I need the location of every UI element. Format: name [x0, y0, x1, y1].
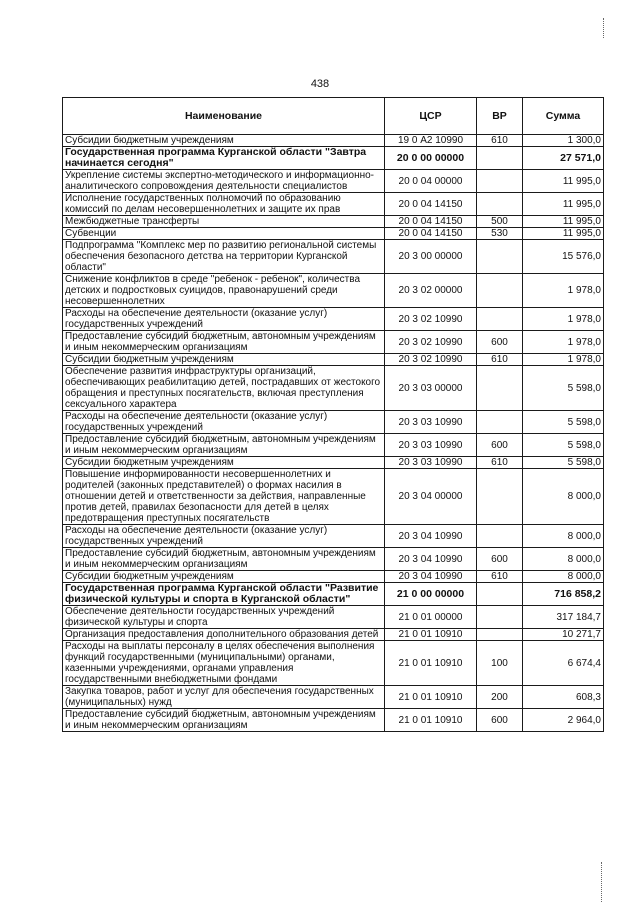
cell-csr: 21 0 01 10910 — [385, 709, 477, 732]
cell-csr: 20 0 04 00000 — [385, 170, 477, 193]
cell-csr: 21 0 01 10910 — [385, 629, 477, 641]
header-sum: Сумма — [523, 98, 604, 135]
table-row — [63, 240, 604, 274]
cell-sum: 5 598,0 — [523, 434, 604, 457]
cell-vr: 100 — [477, 641, 523, 686]
cell-csr: 20 0 04 14150 — [385, 193, 477, 216]
cell-csr: 21 0 01 10910 — [385, 641, 477, 686]
table-row — [63, 366, 604, 411]
cell-vr — [477, 274, 523, 308]
cell-csr: 20 3 04 10990 — [385, 548, 477, 571]
cell-name: Государственная программа Курганской области "Завтра начинается сегодня" — [63, 147, 385, 170]
cell-sum: 11 995,0 — [523, 228, 604, 240]
cell-sum: 8 000,0 — [523, 571, 604, 583]
cell-name: Предоставление субсидий бюджетным, автономным учреждениям и иным некоммерческим организациям — [63, 434, 385, 457]
cell-csr: 20 3 02 10990 — [385, 331, 477, 354]
cell-csr: 20 3 04 00000 — [385, 469, 477, 525]
cell-sum: 8 000,0 — [523, 548, 604, 571]
cell-name: Исполнение государственных полномочий по образованию комиссий по делам несовершеннолетних и защите их прав — [63, 193, 385, 216]
scan-edge-mark — [603, 18, 605, 38]
scan-edge-mark — [601, 862, 603, 902]
cell-name: Подпрограмма "Комплекс мер по развитию региональной системы обеспечения безопасного детства на территории Курганской области" — [63, 240, 385, 274]
cell-csr: 20 3 03 10990 — [385, 457, 477, 469]
cell-csr: 20 3 02 00000 — [385, 274, 477, 308]
cell-name: Снижение конфликтов в среде "ребенок - ребенок", количества детских и подростковых суицидов, правонарушений среди несовершеннолетних — [63, 274, 385, 308]
cell-name: Повышение информированности несовершеннолетних и родителей (законных представителей) о формах насилия в отношении детей и ответственности за действия, направленные против детей, правилах безопасности для детей в целях предотвращения преступных посягательств — [63, 469, 385, 525]
cell-csr: 21 0 01 10910 — [385, 686, 477, 709]
cell-sum: 6 674,4 — [523, 641, 604, 686]
table-header-row — [63, 98, 604, 135]
cell-sum: 317 184,7 — [523, 606, 604, 629]
cell-sum: 27 571,0 — [523, 147, 604, 170]
cell-name: Субвенции — [63, 228, 385, 240]
table-row — [63, 411, 604, 434]
cell-csr: 20 0 00 00000 — [385, 147, 477, 170]
cell-vr: 530 — [477, 228, 523, 240]
cell-name: Субсидии бюджетным учреждениям — [63, 457, 385, 469]
header-vr: ВР — [477, 98, 523, 135]
cell-vr — [477, 366, 523, 411]
cell-csr: 20 3 02 10990 — [385, 354, 477, 366]
table-row — [63, 216, 604, 228]
cell-name: Предоставление субсидий бюджетным, автономным учреждениям и иным некоммерческим организациям — [63, 331, 385, 354]
cell-sum: 11 995,0 — [523, 193, 604, 216]
cell-vr: 610 — [477, 457, 523, 469]
cell-name: Организация предоставления дополнительного образования детей — [63, 629, 385, 641]
cell-name: Государственная программа Курганской области "Развитие физической культуры и спорта в Курганской области" — [63, 583, 385, 606]
cell-name: Расходы на обеспечение деятельности (оказание услуг) государственных учреждений — [63, 411, 385, 434]
cell-sum: 1 978,0 — [523, 274, 604, 308]
cell-csr: 19 0 А2 10990 — [385, 135, 477, 147]
table-row — [63, 147, 604, 170]
cell-vr — [477, 606, 523, 629]
cell-name: Обеспечение развития инфраструктуры организаций, обеспечивающих реабилитацию детей, пострадавших от жестокого обращения и преступных посягательств, включая преступления сексуального характера — [63, 366, 385, 411]
cell-sum: 608,3 — [523, 686, 604, 709]
cell-name: Межбюджетные трансферты — [63, 216, 385, 228]
cell-vr: 610 — [477, 135, 523, 147]
cell-vr — [477, 469, 523, 525]
cell-vr: 600 — [477, 331, 523, 354]
cell-csr: 21 0 01 00000 — [385, 606, 477, 629]
cell-name: Укрепление системы экспертно-методического и информационно-аналитического сопровождения деятельности специалистов — [63, 170, 385, 193]
cell-sum: 5 598,0 — [523, 411, 604, 434]
cell-vr — [477, 147, 523, 170]
budget-table — [62, 97, 604, 732]
cell-vr: 610 — [477, 571, 523, 583]
cell-csr: 20 3 03 10990 — [385, 434, 477, 457]
cell-csr: 20 3 04 10990 — [385, 525, 477, 548]
table-row — [63, 434, 604, 457]
cell-sum: 5 598,0 — [523, 457, 604, 469]
cell-name: Обеспечение деятельности государственных учреждений физической культуры и спорта — [63, 606, 385, 629]
cell-vr — [477, 629, 523, 641]
cell-sum: 1 978,0 — [523, 308, 604, 331]
cell-vr: 500 — [477, 216, 523, 228]
table-row — [63, 606, 604, 629]
header-csr: ЦСР — [385, 98, 477, 135]
cell-csr: 20 3 00 00000 — [385, 240, 477, 274]
header-name: Наименование — [63, 98, 385, 135]
cell-vr — [477, 170, 523, 193]
cell-vr: 600 — [477, 709, 523, 732]
cell-name: Расходы на обеспечение деятельности (оказание услуг) государственных учреждений — [63, 525, 385, 548]
table-row — [63, 629, 604, 641]
cell-csr: 20 3 04 10990 — [385, 571, 477, 583]
cell-vr — [477, 193, 523, 216]
table-row — [63, 548, 604, 571]
cell-vr: 610 — [477, 354, 523, 366]
cell-vr: 600 — [477, 434, 523, 457]
cell-csr: 21 0 00 00000 — [385, 583, 477, 606]
cell-csr: 20 3 03 10990 — [385, 411, 477, 434]
cell-sum: 5 598,0 — [523, 366, 604, 411]
cell-sum: 11 995,0 — [523, 216, 604, 228]
cell-csr: 20 0 04 14150 — [385, 228, 477, 240]
cell-sum: 15 576,0 — [523, 240, 604, 274]
table-row — [63, 686, 604, 709]
cell-name: Субсидии бюджетным учреждениям — [63, 571, 385, 583]
cell-name: Предоставление субсидий бюджетным, автономным учреждениям и иным некоммерческим организациям — [63, 709, 385, 732]
table-row — [63, 641, 604, 686]
cell-csr: 20 0 04 14150 — [385, 216, 477, 228]
cell-name: Закупка товаров, работ и услуг для обеспечения государственных (муниципальных) нужд — [63, 686, 385, 709]
cell-vr — [477, 525, 523, 548]
table-row — [63, 354, 604, 366]
cell-sum: 10 271,7 — [523, 629, 604, 641]
cell-csr: 20 3 02 10990 — [385, 308, 477, 331]
table-row — [63, 135, 604, 147]
table-row — [63, 193, 604, 216]
table-row — [63, 457, 604, 469]
cell-vr — [477, 583, 523, 606]
cell-csr: 20 3 03 00000 — [385, 366, 477, 411]
cell-vr: 200 — [477, 686, 523, 709]
cell-sum: 11 995,0 — [523, 170, 604, 193]
cell-sum: 1 300,0 — [523, 135, 604, 147]
cell-sum: 8 000,0 — [523, 469, 604, 525]
cell-sum: 1 978,0 — [523, 354, 604, 366]
table-row — [63, 331, 604, 354]
table-row — [63, 525, 604, 548]
cell-name: Предоставление субсидий бюджетным, автономным учреждениям и иным некоммерческим организациям — [63, 548, 385, 571]
table-row — [63, 469, 604, 525]
cell-vr: 600 — [477, 548, 523, 571]
table-row — [63, 308, 604, 331]
table-row — [63, 274, 604, 308]
table-row — [63, 228, 604, 240]
cell-vr — [477, 411, 523, 434]
cell-name: Субсидии бюджетным учреждениям — [63, 354, 385, 366]
table-body — [63, 135, 604, 732]
cell-vr — [477, 308, 523, 331]
cell-vr — [477, 240, 523, 274]
cell-sum: 1 978,0 — [523, 331, 604, 354]
page-number: 438 — [310, 78, 330, 90]
cell-name: Расходы на обеспечение деятельности (оказание услуг) государственных учреждений — [63, 308, 385, 331]
table-row — [63, 583, 604, 606]
cell-sum: 716 858,2 — [523, 583, 604, 606]
cell-sum: 8 000,0 — [523, 525, 604, 548]
cell-name: Субсидии бюджетным учреждениям — [63, 135, 385, 147]
cell-sum: 2 964,0 — [523, 709, 604, 732]
table-row — [63, 170, 604, 193]
table-row — [63, 571, 604, 583]
table-row — [63, 709, 604, 732]
cell-name: Расходы на выплаты персоналу в целях обеспечения выполнения функций государственными (муниципальными) органами, казенными учреждениями, органами управления государственными внебюджетными фондами — [63, 641, 385, 686]
